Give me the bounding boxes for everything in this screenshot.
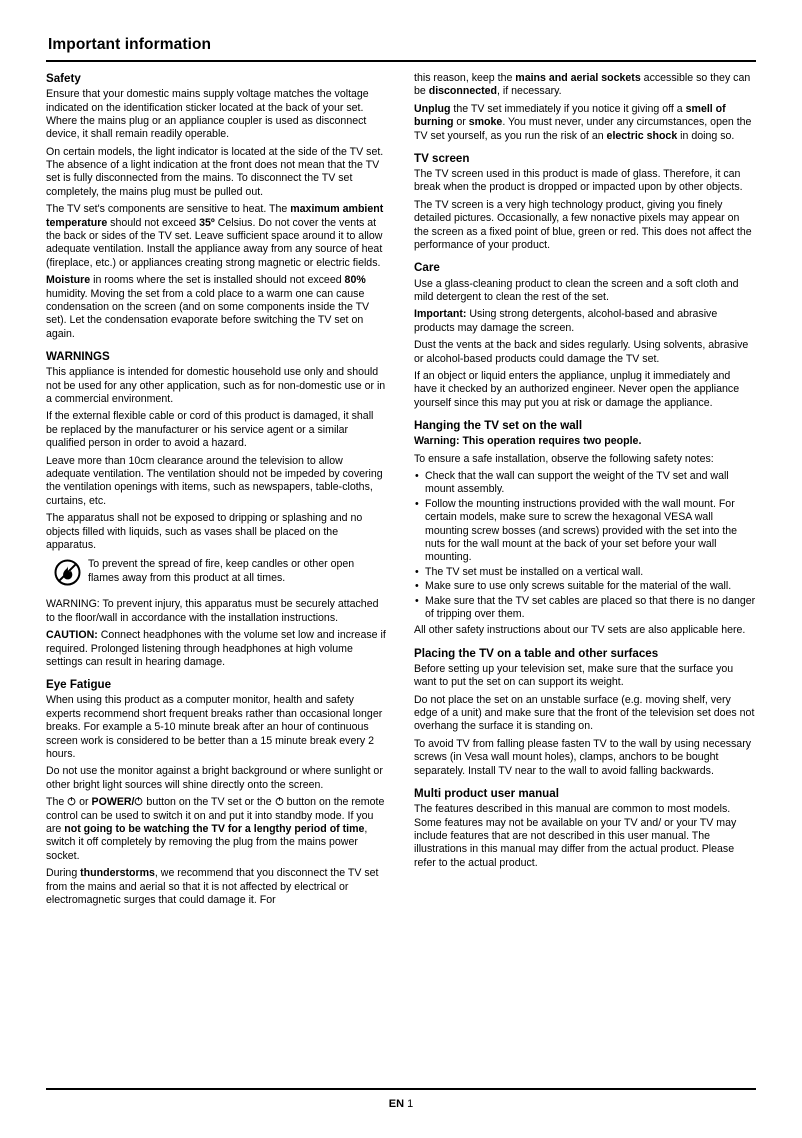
footer-language-code: EN bbox=[388, 1098, 405, 1110]
care-paragraph-3: If an object or liquid enters the appliance, unplug it immediately and have it checked by an authorized engineer. Never open the appliance yourself since this may put you at risk or damage the appliance. bbox=[414, 369, 740, 409]
list-item: • The TV set must be installed on a vertical wall. bbox=[414, 566, 756, 579]
cont-bold-1: mains and aerial sockets bbox=[515, 72, 641, 84]
warnings-paragraph-attach: WARNING: To prevent injury, this apparatus must be securely attached to the floor/wall in accordance with the installation instructions. bbox=[46, 598, 379, 624]
list-item: • Follow the mounting instructions provided with the wall mount. For certain models, make sure to screw the hexagonal VESA wall mounting screw bosses (and screws) provided with the set into the nuts for the wall mount at the back of your set before your wall mounting. bbox=[414, 498, 756, 565]
power-text-5: , switch it off completely by removing the plug from the mains power socket. bbox=[46, 823, 368, 862]
cont-text-1: this reason, keep the bbox=[414, 72, 516, 84]
power-bold-2: not going to be watching the TV for a lengthy period of time bbox=[64, 823, 365, 835]
care-paragraph-important bbox=[414, 308, 756, 335]
unplug-bold-2: smell of burning bbox=[414, 102, 726, 129]
hanging-paragraph-1: To ensure a safe installation, observe the following safety notes: bbox=[414, 452, 714, 465]
heading-hanging-tv: Hanging the TV set on the wall bbox=[414, 419, 583, 433]
heat-text-3: Celsius. Do not cover the vents at the back or sides of the TV set. Leave sufficient space around it to allow adequate ventilation. Install the appliance away from any source of heat (fireplace, etc.) or appliances creating strong magnetic or electric fields. bbox=[46, 216, 383, 269]
continuation-paragraph-1 bbox=[414, 72, 756, 99]
warnings-paragraph-1: This appliance is intended for domestic household use only and should not be used for any other application, such as for non-domestic use or in a commercial environment. bbox=[46, 366, 386, 406]
eye-fatigue-paragraph-1: When using this product as a computer monitor, health and safety experts recommend short frequent breaks rather than occasional longer breaks. For example a 5-10 minute break after an hour of continuous screen work is considered to be better than a 15 minute break every 2 hours. bbox=[46, 694, 383, 761]
important-bold: Important: bbox=[414, 308, 467, 321]
no-open-flame-notice bbox=[54, 558, 388, 591]
no-open-flame-icon bbox=[54, 559, 81, 591]
warnings-paragraph-3: Leave more than 10cm clearance around the television to allow adequate ventilation. The ventilation should not be impeded by covering the ventilation openings with items, such as newspapers, table-cloths, curtains, etc. bbox=[46, 454, 383, 507]
storm-text-1: During bbox=[46, 867, 81, 880]
heat-text-2: should not exceed bbox=[107, 216, 200, 229]
moisture-text-1: in rooms where the set is installed should not exceed bbox=[90, 274, 345, 287]
warnings-paragraph-2: If the external flexible cable or cord of this product is damaged, it shall be replaced by the manufacturer or his service agent or a similar qualified person in order to avoid a hazard. bbox=[46, 410, 374, 450]
heading-care: Care bbox=[414, 261, 440, 275]
important-text: Using strong detergents, alcohol-based and abrasive products may damage the screen. bbox=[414, 308, 718, 334]
storm-text-2: , we recommend that you disconnect the TV set from the mains and aerial so that it is not affected by electrical or electromagnetic surges that could damage it. For bbox=[46, 867, 379, 906]
page-title: Important information bbox=[48, 36, 212, 53]
heat-text-1: The TV set's components are sensitive to heat. The bbox=[46, 203, 291, 216]
power-symbol-icon bbox=[67, 796, 76, 806]
eye-fatigue-paragraph-power bbox=[46, 796, 388, 863]
safety-paragraph-2: On certain models, the light indicator is located at the side of the TV set. The absence of a light indication at the front does not mean that the TV set is fully disconnected from the mains. To disconnect the TV set completely, the mains plug must be pulled out. bbox=[46, 145, 384, 198]
placing-paragraph-1: Before setting up your television set, make sure that the surface you want to put the set on can support its weight. bbox=[414, 662, 734, 689]
care-paragraph-1: Use a glass-cleaning product to clean the screen and a soft cloth and mild detergent to clean the rest of the set. bbox=[414, 277, 739, 303]
eye-fatigue-paragraph-storm bbox=[46, 867, 388, 907]
unplug-bold-1: Unplug bbox=[414, 102, 451, 115]
hanging-warning-bold: Warning: This operation requires two people. bbox=[414, 435, 642, 448]
hanging-subheading bbox=[414, 435, 756, 448]
heading-placing-tv: Placing the TV on a table and other surfaces bbox=[414, 646, 659, 660]
unplug-text-4: in doing so. bbox=[677, 129, 735, 142]
heat-bold-2: 35º bbox=[199, 216, 215, 229]
left-column bbox=[46, 72, 388, 911]
unplug-text-2: or bbox=[453, 116, 469, 129]
storm-bold: thunderstorms bbox=[80, 867, 155, 880]
care-paragraph-2: Dust the vents at the back and sides regularly. Using solvents, abrasive or alcohol-based products could damage the TV set. bbox=[414, 339, 749, 365]
list-item: • Make sure to use only screws suitable for the material of the wall. bbox=[414, 580, 756, 593]
hanging-safety-bullets bbox=[414, 470, 756, 621]
list-item: • Check that the wall can support the weight of the TV set and wall mount assembly. bbox=[414, 470, 756, 497]
caution-bold: CAUTION: bbox=[46, 629, 98, 642]
two-column-body bbox=[46, 72, 756, 911]
page-number bbox=[46, 1098, 756, 1110]
unplug-bold-4: electric shock bbox=[606, 129, 678, 142]
page-footer bbox=[46, 1088, 756, 1110]
safety-paragraph-heat bbox=[46, 203, 388, 270]
eye-fatigue-paragraph-2: Do not use the monitor against a bright background or where sunlight or other bright light sources will shine directly onto the screen. bbox=[46, 765, 383, 791]
power-bold: POWER/ bbox=[91, 796, 135, 809]
caution-text: Connect headphones with the volume set low and increase if required. Prolonged listening through headphones at high volume settings can result in hearing damage. bbox=[46, 629, 386, 668]
safety-paragraph-moisture bbox=[46, 274, 388, 341]
power-symbol-icon-2 bbox=[134, 796, 143, 806]
moisture-bold-1: Moisture bbox=[46, 274, 91, 287]
heading-multi-product-manual: Multi product user manual bbox=[414, 786, 559, 800]
cont-bold-2: disconnected bbox=[428, 85, 498, 98]
safety-paragraph-1: Ensure that your domestic mains supply voltage matches the voltage indicated on the identification sticker located at the back of your set. Where the mains plug or an appliance coupler is used as disconnect device, it shall remain readily operable. bbox=[46, 88, 369, 141]
unplug-bold-3: smoke bbox=[468, 116, 503, 129]
power-text-4: button on the remote control can be used to switch it on and put it into standby mode. If you are bbox=[46, 796, 385, 835]
power-text-3: button on the TV set or the bbox=[143, 796, 275, 809]
heading-tv-screen: TV screen bbox=[414, 151, 470, 165]
hanging-paragraph-2: All other safety instructions about our TV sets are also applicable here. bbox=[414, 624, 746, 637]
list-item: • Make sure that the TV set cables are placed so that there is no danger of tripping over them. bbox=[414, 595, 756, 622]
tv-screen-paragraph-1: The TV screen used in this product is made of glass. Therefore, it can break when the product is dropped or impacted upon by other objects. bbox=[414, 168, 743, 194]
placing-paragraph-3: To avoid TV from falling please fasten TV to the wall by using necessary screws (in Vesa wall mount holes), clamps, anchors to be bought separately. Install TV near to the wall to avoid falling backwards. bbox=[414, 737, 752, 777]
moisture-bold-2: 80% bbox=[344, 274, 366, 287]
continuation-paragraph-2 bbox=[414, 103, 756, 143]
heading-safety: Safety bbox=[46, 72, 81, 85]
cont-text-3: , if necessary. bbox=[497, 85, 562, 98]
multi-product-paragraph-1: The features described in this manual are common to most models. Some features may not be available on your TV and/ or your TV may include features that are not described in this user manual. The illustrations in this manual may differ from the actual product. Please refer to the actual product. bbox=[414, 803, 737, 869]
heading-warnings: WARNINGS bbox=[46, 350, 110, 364]
heat-bold-1: maximum ambient temperature bbox=[46, 203, 384, 229]
moisture-text-2: humidity. Moving the set from a cold place to a warm one can cause condensation on the screen (and on some components inside the TV set). Let the condensation evaporate before switching the TV set on again. bbox=[46, 287, 370, 340]
warnings-paragraph-caution bbox=[46, 629, 388, 669]
tv-screen-paragraph-2: The TV screen is a very high technology product, giving you finely detailed pictures. Occasionally, a few nonactive pixels may appear on the screen as a fixed point of blue, green or red. This does not affect the performance of your product. bbox=[414, 198, 752, 252]
heading-eye-fatigue: Eye Fatigue bbox=[46, 678, 112, 692]
footer-divider bbox=[46, 1088, 756, 1090]
placing-paragraph-2: Do not place the set on an unstable surface (e.g. moving shelf, very edge of a unit) and make sure that the front of the television set does not overhang the surface it is standing on. bbox=[414, 693, 755, 733]
power-text-2: or bbox=[76, 796, 92, 809]
cont-text-2: accessible so they can be bbox=[414, 72, 751, 98]
unplug-text-1: the TV set immediately if you notice it giving off a bbox=[450, 102, 686, 115]
footer-page-number: 1 bbox=[407, 1098, 414, 1110]
right-column bbox=[414, 72, 756, 874]
no-open-flame-text: To prevent the spread of fire, keep candles or other open flames away from this product at all times. bbox=[88, 558, 355, 584]
warnings-paragraph-4: The apparatus shall not be exposed to dripping or splashing and no objects filled with liquids, such as vases shall be placed on the apparatus. bbox=[46, 512, 363, 551]
power-text-1: The bbox=[46, 796, 68, 809]
title-divider bbox=[46, 60, 756, 62]
unplug-text-3: . You must never, under any circumstances, open the TV set yourself, as you run the risk of an bbox=[414, 116, 752, 142]
power-symbol-icon-3 bbox=[275, 796, 284, 806]
